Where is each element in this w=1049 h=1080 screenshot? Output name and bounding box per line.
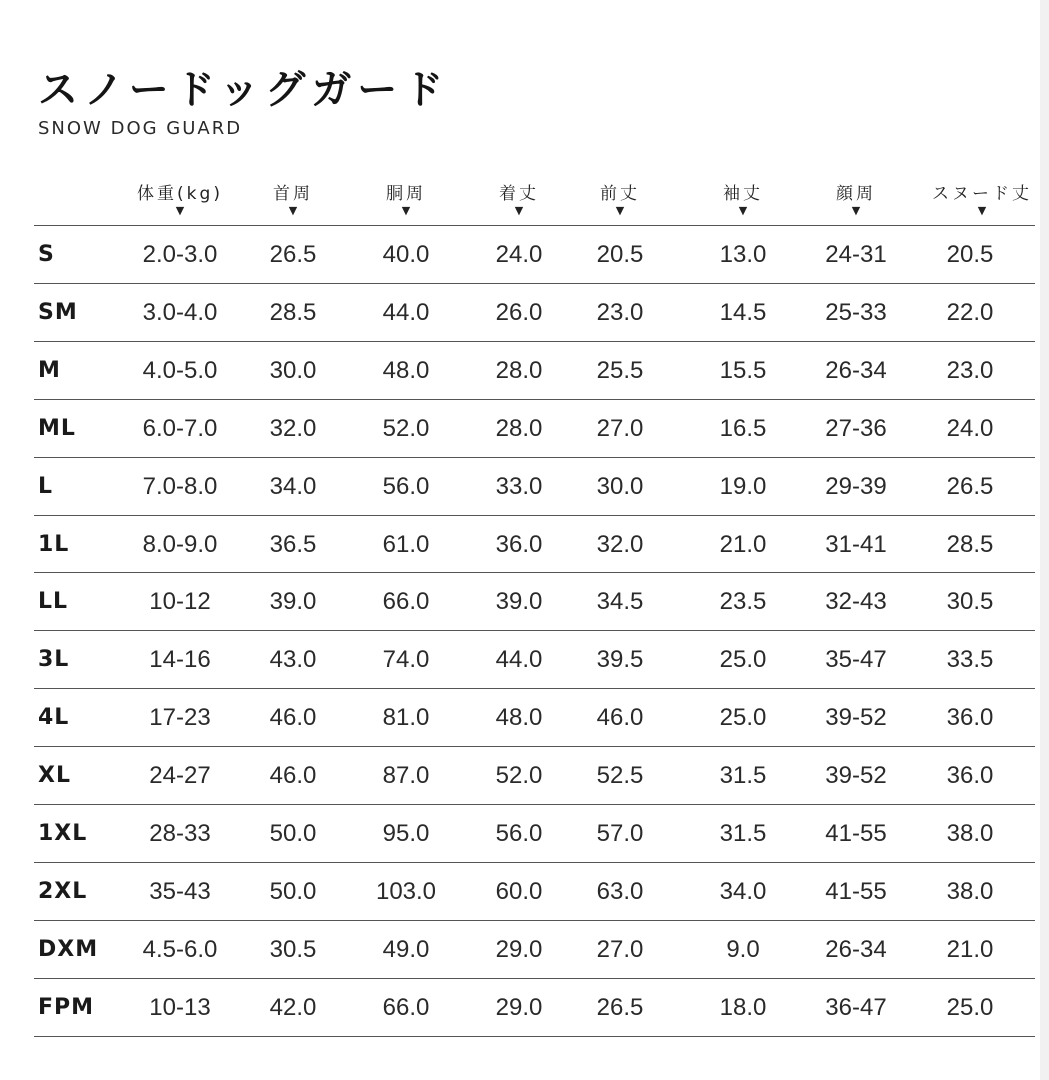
table-cell: 28.5	[269, 298, 317, 326]
table-cell: 33.0	[495, 472, 543, 500]
table-cell: 87.0	[382, 762, 430, 790]
table-cell: 29.0	[495, 935, 543, 963]
table-cell: 27.0	[596, 935, 644, 963]
table-cell: 33.5	[946, 646, 994, 674]
table-cell: 24-31	[825, 241, 887, 268]
table-cell: 8.0-9.0	[142, 530, 218, 558]
table-row	[34, 342, 1035, 399]
table-cell: 34.0	[719, 877, 767, 905]
table-row	[34, 458, 1035, 515]
table-row	[34, 863, 1035, 920]
table-cell: 10-13	[149, 993, 211, 1021]
column-header	[683, 183, 803, 217]
table-cell: 15.5	[719, 356, 767, 384]
triangle-down-icon: ▼	[615, 204, 625, 217]
column-header	[560, 183, 680, 217]
table-cell: 19.0	[719, 472, 767, 500]
table-cell: 30.5	[269, 935, 317, 963]
table-cell: 28.0	[495, 414, 543, 442]
table-cell: 41-55	[825, 877, 887, 905]
column-header	[120, 183, 240, 217]
table-cell: 42.0	[269, 993, 317, 1021]
table-cell: 26-34	[825, 935, 887, 963]
table-cell: 41-55	[825, 820, 887, 847]
column-header-label: 顔周	[836, 184, 876, 204]
table-cell: 36.5	[269, 530, 317, 558]
triangle-down-icon: ▼	[175, 204, 185, 217]
table-cell: 25-33	[825, 298, 887, 326]
table-cell: 36.0	[495, 530, 543, 558]
table-cell: 61.0	[382, 530, 430, 558]
table-cell: 56.0	[382, 472, 430, 500]
column-header	[346, 183, 466, 217]
size-label: 1XL	[38, 821, 88, 846]
table-cell: 31-41	[825, 530, 887, 558]
column-header	[233, 183, 353, 217]
table-cell: 31.5	[719, 820, 767, 847]
size-table-header	[34, 183, 1035, 225]
table-cell: 22.0	[946, 298, 994, 326]
table-cell: 2.0-3.0	[142, 241, 218, 268]
column-header-label: スヌード丈	[932, 184, 1032, 204]
table-cell: 66.0	[382, 993, 430, 1021]
table-cell: 14.5	[719, 298, 767, 326]
table-cell: 38.0	[946, 820, 994, 847]
table-cell: 29-39	[825, 472, 887, 500]
table-cell: 50.0	[269, 820, 317, 847]
table-cell: 28.0	[495, 356, 543, 384]
column-header	[796, 183, 916, 217]
table-cell: 95.0	[382, 820, 430, 847]
size-label: SM	[38, 299, 78, 325]
table-cell: 52.0	[382, 414, 430, 442]
size-label: 3L	[38, 647, 70, 673]
column-header-label: 体重(kg)	[137, 184, 223, 204]
table-cell: 34.0	[269, 472, 317, 500]
size-label: ML	[38, 415, 76, 441]
table-row	[34, 979, 1035, 1036]
table-cell: 46.0	[269, 762, 317, 790]
table-row	[34, 516, 1035, 573]
table-row	[34, 805, 1035, 862]
table-cell: 24.0	[495, 241, 543, 268]
table-cell: 32-43	[825, 588, 887, 616]
table-cell: 25.5	[596, 356, 644, 384]
table-cell: 25.0	[719, 646, 767, 674]
table-cell: 49.0	[382, 935, 430, 963]
triangle-down-icon: ▼	[288, 204, 298, 217]
table-cell: 30.0	[269, 356, 317, 384]
table-cell: 66.0	[382, 588, 430, 616]
table-cell: 52.5	[596, 762, 644, 790]
table-cell: 46.0	[596, 704, 644, 732]
table-cell: 43.0	[269, 646, 317, 674]
size-label: 1L	[38, 531, 70, 557]
column-header-label: 胴周	[386, 184, 426, 204]
size-label: M	[38, 357, 61, 383]
size-label: DXM	[38, 936, 99, 962]
table-cell: 4.5-6.0	[142, 935, 218, 963]
table-row	[34, 226, 1035, 283]
table-cell: 27.0	[596, 414, 644, 442]
table-cell: 23.0	[596, 298, 644, 326]
table-cell: 48.0	[382, 356, 430, 384]
table-cell: 3.0-4.0	[142, 298, 218, 326]
table-cell: 39.5	[596, 646, 644, 674]
column-header-label: 袖丈	[723, 184, 763, 204]
table-cell: 26.5	[269, 241, 317, 268]
size-label: L	[38, 473, 54, 499]
table-cell: 56.0	[495, 820, 543, 847]
table-row	[34, 400, 1035, 457]
table-divider	[34, 1036, 1035, 1037]
table-cell: 40.0	[382, 241, 430, 268]
table-cell: 26-34	[825, 356, 887, 384]
table-cell: 63.0	[596, 877, 644, 905]
table-cell: 60.0	[495, 877, 543, 905]
table-cell: 44.0	[382, 298, 430, 326]
table-cell: 17-23	[149, 704, 211, 732]
table-cell: 4.0-5.0	[142, 356, 218, 384]
table-cell: 23.5	[719, 588, 767, 616]
table-cell: 26.5	[946, 472, 994, 500]
table-cell: 25.0	[946, 993, 994, 1021]
column-header-label: 着丈	[499, 184, 539, 204]
table-cell: 39-52	[825, 762, 887, 790]
table-cell: 32.0	[596, 530, 644, 558]
size-label: S	[38, 242, 55, 267]
table-cell: 21.0	[719, 530, 767, 558]
page-subtitle: SNOW DOG GUARD	[38, 118, 243, 139]
table-cell: 35-43	[149, 877, 211, 905]
table-cell: 46.0	[269, 704, 317, 732]
size-label: FPM	[38, 994, 95, 1020]
triangle-down-icon: ▼	[851, 204, 861, 217]
triangle-down-icon: ▼	[977, 204, 987, 217]
table-cell: 25.0	[719, 704, 767, 732]
table-cell: 36.0	[946, 704, 994, 732]
table-cell: 36.0	[946, 762, 994, 790]
table-row	[34, 747, 1035, 804]
table-cell: 48.0	[495, 704, 543, 732]
table-cell: 39.0	[495, 588, 543, 616]
table-cell: 23.0	[946, 356, 994, 384]
table-cell: 20.5	[946, 241, 994, 268]
table-cell: 14-16	[149, 646, 211, 674]
size-label: 2XL	[38, 878, 88, 904]
table-cell: 21.0	[946, 935, 994, 963]
table-cell: 103.0	[375, 877, 437, 905]
table-cell: 27-36	[825, 414, 887, 442]
table-cell: 31.5	[719, 762, 767, 790]
table-row	[34, 631, 1035, 688]
table-cell: 35-47	[825, 646, 887, 674]
triangle-down-icon: ▼	[738, 204, 748, 217]
table-cell: 26.5	[596, 993, 644, 1021]
table-cell: 26.0	[495, 298, 543, 326]
table-cell: 38.0	[946, 877, 994, 905]
table-cell: 44.0	[495, 646, 543, 674]
table-cell: 20.5	[596, 241, 644, 268]
table-cell: 28-33	[149, 820, 211, 847]
table-cell: 74.0	[382, 646, 430, 674]
table-cell: 16.5	[719, 414, 767, 442]
table-cell: 18.0	[719, 993, 767, 1021]
column-header	[922, 183, 1042, 217]
table-row	[34, 573, 1035, 630]
table-cell: 28.5	[946, 530, 994, 558]
table-row	[34, 689, 1035, 746]
table-cell: 50.0	[269, 877, 317, 905]
table-cell: 34.5	[596, 588, 644, 616]
table-cell: 24.0	[946, 414, 994, 442]
table-cell: 9.0	[726, 935, 760, 963]
table-cell: 29.0	[495, 993, 543, 1021]
table-cell: 39-52	[825, 704, 887, 732]
table-cell: 13.0	[719, 241, 767, 268]
triangle-down-icon: ▼	[401, 204, 411, 217]
triangle-down-icon: ▼	[514, 204, 524, 217]
table-cell: 24-27	[149, 762, 211, 790]
table-cell: 52.0	[495, 762, 543, 790]
table-cell: 81.0	[382, 704, 430, 732]
table-cell: 39.0	[269, 588, 317, 616]
table-cell: 30.0	[596, 472, 644, 500]
table-cell: 32.0	[269, 414, 317, 442]
page-edge	[1040, 0, 1049, 1080]
table-cell: 10-12	[149, 588, 211, 616]
size-label: XL	[38, 763, 71, 789]
page-title: スノードッグガード	[38, 67, 450, 113]
table-cell: 6.0-7.0	[142, 414, 218, 442]
column-header-label: 前丈	[600, 184, 640, 204]
size-label: LL	[38, 589, 69, 615]
table-cell: 30.5	[946, 588, 994, 616]
table-row	[34, 284, 1035, 341]
table-cell: 36-47	[825, 993, 887, 1021]
column-header-label: 首周	[273, 184, 313, 204]
table-cell: 7.0-8.0	[142, 472, 218, 500]
size-label: 4L	[38, 705, 70, 731]
table-row	[34, 921, 1035, 978]
table-cell: 57.0	[596, 820, 644, 847]
